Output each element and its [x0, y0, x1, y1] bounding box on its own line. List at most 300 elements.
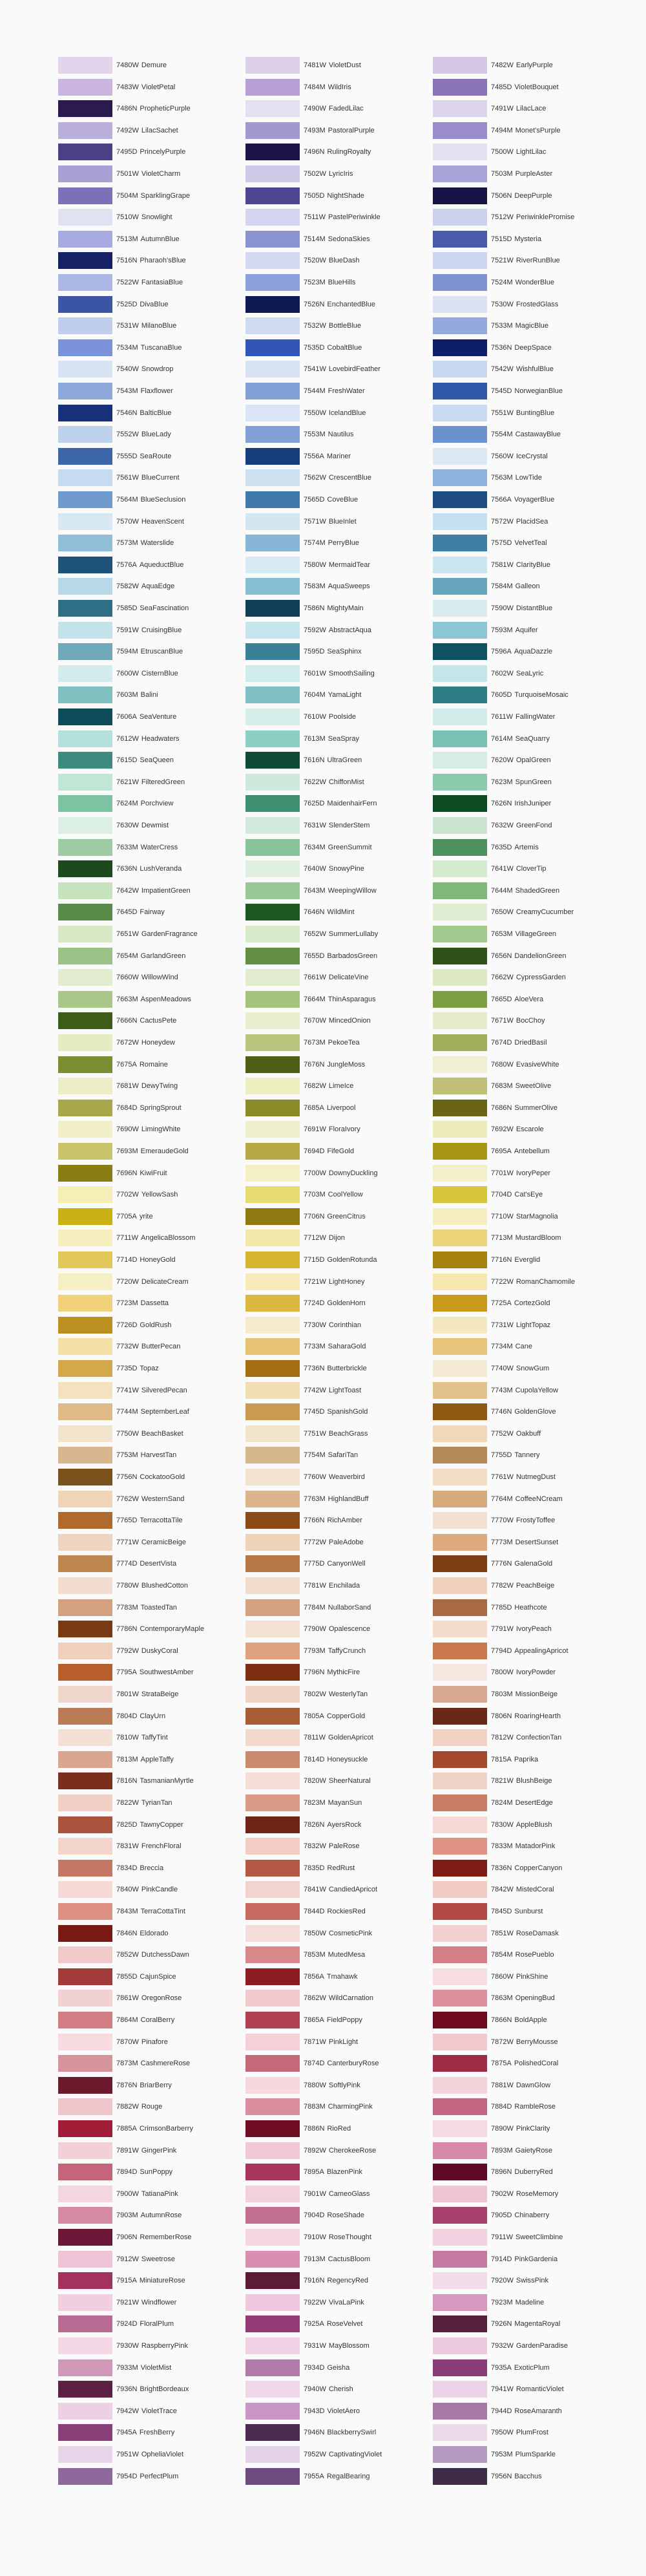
color-code: 7605D — [491, 691, 512, 699]
color-name: WesterlyTan — [328, 1690, 368, 1698]
color-code: 7686N — [491, 1103, 512, 1112]
swatch-label — [116, 1342, 180, 1351]
swatch-label — [304, 886, 377, 895]
color-code: 7596A — [491, 648, 512, 656]
swatch-label — [491, 799, 551, 808]
color-code: 7683M — [491, 1082, 513, 1091]
swatch-row — [433, 2229, 601, 2246]
color-swatch — [245, 1643, 300, 1659]
swatch-row — [245, 1534, 413, 1551]
swatch-label — [491, 1169, 550, 1178]
color-name: RoseAmaranth — [514, 2407, 562, 2415]
color-code: 7692W — [491, 1125, 514, 1134]
color-code: 7615D — [116, 756, 138, 765]
color-swatch — [58, 2077, 112, 2094]
color-code: 7734M — [491, 1343, 513, 1351]
color-name: Chinaberry — [514, 2211, 550, 2220]
color-name: ButterPecan — [141, 1343, 181, 1351]
color-name: MissionBeige — [515, 1690, 558, 1698]
swatch-label — [491, 669, 543, 678]
swatch-label — [304, 1103, 355, 1112]
swatch-row — [433, 2034, 601, 2050]
swatch-row — [433, 2077, 601, 2094]
color-swatch — [245, 1860, 300, 1877]
color-code: 7703M — [304, 1191, 326, 1199]
swatch-label — [304, 1125, 360, 1134]
swatch-row — [245, 795, 413, 812]
swatch-row — [58, 209, 226, 226]
swatch-label — [116, 1233, 195, 1242]
color-name: PastelPeriwinkle — [328, 213, 380, 222]
color-swatch — [58, 296, 112, 313]
color-name: WildMint — [327, 908, 355, 917]
swatch-row — [245, 1382, 413, 1399]
swatch-label — [116, 104, 191, 113]
color-code: 7515D — [491, 235, 512, 243]
color-name: DownyDuckling — [328, 1169, 378, 1177]
swatch-row — [433, 405, 601, 421]
swatch-row — [245, 1425, 413, 1442]
color-swatch — [433, 752, 487, 769]
color-swatch — [245, 1772, 300, 1789]
color-code: 7795A — [116, 1668, 137, 1677]
color-code: 7951W — [116, 2451, 139, 2458]
swatch-label — [304, 2276, 368, 2285]
swatch-label — [304, 147, 371, 156]
swatch-label — [491, 1776, 552, 1785]
color-swatch — [433, 361, 487, 378]
swatch-label — [304, 365, 380, 374]
color-swatch — [58, 2142, 112, 2159]
swatch-row — [433, 361, 601, 378]
color-name: FilteredGreen — [141, 778, 185, 786]
color-code: 7654M — [116, 952, 138, 960]
swatch-label — [116, 756, 174, 765]
color-name: VelvetTeal — [514, 539, 547, 548]
color-swatch — [433, 1708, 487, 1725]
color-name: PlacidSea — [516, 517, 548, 526]
color-swatch — [58, 1903, 112, 1920]
color-name: SunPoppy — [140, 2168, 173, 2177]
color-swatch — [433, 491, 487, 508]
color-name: CoveBlue — [327, 496, 359, 504]
color-code: 7656N — [491, 952, 512, 960]
swatch-label — [491, 2016, 547, 2025]
color-swatch — [58, 882, 112, 899]
color-name: BlushedCotton — [141, 1582, 189, 1590]
swatch-label — [304, 1733, 373, 1742]
color-code: 7663M — [116, 995, 138, 1003]
color-code: 7584M — [491, 582, 513, 591]
color-swatch — [58, 643, 112, 660]
color-code: 7525D — [116, 300, 138, 308]
color-swatch — [433, 2012, 487, 2028]
color-code: 7900W — [116, 2189, 139, 2198]
color-swatch — [245, 860, 300, 877]
swatch-label — [116, 1190, 178, 1199]
color-swatch — [245, 1208, 300, 1225]
swatch-label — [116, 778, 185, 787]
swatch-label — [491, 1386, 558, 1395]
color-swatch — [58, 1990, 112, 2007]
swatch-row — [58, 317, 226, 334]
color-code: 7903M — [116, 2211, 138, 2220]
color-code: 7696N — [116, 1169, 138, 1177]
color-swatch — [245, 2359, 300, 2376]
swatch-label — [116, 256, 186, 265]
color-name: Rouge — [141, 2103, 163, 2111]
color-code: 7786N — [116, 1625, 138, 1634]
color-code: 7840W — [116, 1886, 139, 1894]
color-code: 7872W — [491, 2038, 514, 2046]
swatch-row — [433, 1555, 601, 1572]
swatch-row — [58, 948, 226, 964]
color-name: NorwegianBlue — [514, 387, 563, 395]
color-swatch — [245, 600, 300, 617]
swatch-label — [491, 1755, 538, 1764]
swatch-label — [491, 843, 539, 852]
color-name: PolishedCoral — [514, 2060, 559, 2068]
swatch-row — [245, 144, 413, 160]
color-code: 7534M — [116, 343, 138, 352]
swatch-row — [433, 1621, 601, 1637]
swatch-label — [116, 191, 190, 200]
swatch-row — [58, 2315, 226, 2332]
swatch-label — [491, 1103, 557, 1112]
swatch-row — [58, 448, 226, 465]
color-name: DesertEdge — [515, 1799, 553, 1807]
swatch-row — [245, 2251, 413, 2268]
swatch-row — [245, 1273, 413, 1290]
color-code: 7882W — [116, 2103, 139, 2111]
swatch-label — [304, 669, 375, 678]
swatch-row — [58, 426, 226, 443]
color-name: Geisha — [327, 2363, 350, 2372]
swatch-row — [245, 665, 413, 682]
swatch-row — [433, 100, 601, 117]
color-code: 7592W — [304, 626, 326, 634]
color-code: 7860W — [491, 1972, 514, 1981]
color-code: 7826N — [304, 1820, 325, 1829]
swatch-row — [245, 317, 413, 334]
color-name: BuntingBlue — [516, 409, 555, 417]
swatch-label — [491, 2472, 542, 2481]
color-code: 7570W — [116, 517, 139, 526]
color-code: 7481W — [304, 61, 326, 69]
swatch-row — [58, 2403, 226, 2420]
color-code: 7835D — [304, 1864, 325, 1872]
swatch-row — [245, 1512, 413, 1529]
color-code: 7590W — [491, 604, 514, 612]
swatch-label — [116, 2016, 174, 2025]
swatch-label — [116, 2363, 171, 2372]
color-swatch — [58, 1447, 112, 1464]
swatch-label — [304, 409, 366, 418]
color-code: 7622W — [304, 778, 326, 786]
color-code: 7564M — [116, 496, 138, 504]
color-swatch — [433, 2446, 487, 2463]
color-swatch — [245, 1555, 300, 1572]
color-name: JungleMoss — [327, 1060, 366, 1069]
color-swatch — [58, 57, 112, 74]
swatch-label — [304, 1473, 365, 1482]
swatch-row — [433, 491, 601, 508]
swatch-label — [116, 669, 178, 678]
color-code: 7821W — [491, 1777, 514, 1785]
color-name: DesertVista — [140, 1560, 177, 1568]
color-code: 7866N — [491, 2016, 512, 2024]
color-swatch — [58, 1186, 112, 1203]
swatch-row — [433, 1251, 601, 1268]
swatch-label — [491, 83, 559, 92]
color-code: 7641W — [491, 865, 514, 873]
color-swatch — [433, 1903, 487, 1920]
color-code: 7682W — [304, 1082, 326, 1091]
swatch-label — [116, 2038, 168, 2047]
swatch-row — [58, 252, 226, 269]
color-name: Weaverbird — [328, 1473, 365, 1481]
color-swatch — [433, 296, 487, 313]
swatch-label — [491, 1907, 543, 1916]
color-swatch — [245, 1686, 300, 1703]
color-swatch — [433, 2120, 487, 2137]
color-code: 7921W — [116, 2298, 139, 2306]
color-swatch — [433, 165, 487, 182]
color-code: 7940W — [304, 2385, 326, 2394]
color-code: 7543M — [116, 387, 138, 395]
swatch-row — [433, 708, 601, 725]
swatch-label — [491, 2102, 556, 2111]
color-name: TerraCottaTint — [140, 1908, 185, 1915]
swatch-row — [433, 1382, 601, 1399]
color-code: 7756N — [116, 1473, 138, 1481]
color-code: 7794D — [491, 1646, 512, 1655]
swatch-row — [433, 1403, 601, 1420]
color-code: 7540W — [116, 365, 139, 374]
color-swatch — [245, 687, 300, 703]
swatch-row — [245, 100, 413, 117]
color-name: OpeningBud — [515, 1994, 555, 2003]
color-swatch — [58, 361, 112, 378]
swatch-row — [245, 2272, 413, 2289]
swatch-row — [58, 2098, 226, 2115]
color-name: MilanoBlue — [141, 322, 177, 330]
color-code: 7906N — [116, 2233, 138, 2241]
swatch-row — [433, 1643, 601, 1659]
swatch-row — [58, 79, 226, 96]
color-name: Liverpool — [326, 1103, 356, 1112]
color-swatch — [58, 1251, 112, 1268]
swatch-label — [304, 1495, 368, 1504]
swatch-row — [245, 2207, 413, 2224]
swatch-label — [491, 1559, 552, 1568]
swatch-label — [304, 930, 378, 939]
swatch-label — [116, 1038, 175, 1047]
color-code: 7603M — [116, 691, 138, 699]
swatch-row — [58, 187, 226, 204]
color-code: 7710W — [491, 1212, 514, 1220]
color-swatch — [245, 1794, 300, 1811]
swatch-row — [245, 600, 413, 617]
color-name: GoldenRotunda — [327, 1256, 377, 1264]
color-code: 7495D — [116, 148, 138, 156]
color-swatch — [245, 469, 300, 486]
swatch-row — [245, 774, 413, 791]
swatch-label — [304, 2189, 370, 2198]
color-code: 7662W — [491, 974, 514, 982]
color-code: 7753M — [116, 1451, 138, 1460]
color-code: 7580W — [304, 560, 326, 569]
swatch-label — [304, 1516, 362, 1525]
color-name: GoldenHorn — [327, 1299, 366, 1308]
swatch-row — [433, 622, 601, 639]
swatch-row — [58, 1143, 226, 1160]
color-name: TuscanaBlue — [140, 343, 182, 352]
color-name: MutedMesa — [328, 1951, 366, 1959]
swatch-label — [491, 278, 554, 287]
color-code: 7731W — [491, 1321, 514, 1329]
color-code: 7711W — [116, 1234, 139, 1242]
swatch-row — [245, 2403, 413, 2420]
color-swatch — [245, 79, 300, 96]
color-name: Cat'sEye — [514, 1191, 543, 1199]
color-name: Nautilus — [328, 431, 354, 439]
color-code: 7825D — [116, 1820, 138, 1829]
swatch-row — [433, 2381, 601, 2398]
swatch-label — [116, 1060, 168, 1069]
color-name: WonderBlue — [515, 279, 554, 286]
color-code: 7510W — [116, 213, 139, 222]
color-swatch — [245, 122, 300, 139]
swatch-row — [433, 1447, 601, 1464]
color-code: 7845D — [491, 1908, 512, 1915]
color-code: 7571W — [304, 517, 326, 526]
color-swatch — [58, 969, 112, 986]
color-swatch — [245, 882, 300, 899]
color-name: UltraGreen — [327, 756, 362, 765]
swatch-row — [58, 1186, 226, 1203]
color-code: 7820W — [304, 1777, 326, 1785]
swatch-label — [116, 1929, 168, 1938]
color-name: RegalBearing — [326, 2472, 370, 2480]
swatch-label — [304, 1755, 368, 1764]
swatch-row — [58, 687, 226, 703]
color-swatch — [245, 2120, 300, 2137]
color-swatch — [433, 187, 487, 204]
color-name: BrightBordeaux — [140, 2385, 189, 2394]
color-code: 7595D — [304, 648, 325, 656]
swatch-label — [116, 626, 182, 635]
color-name: IvoryPeper — [516, 1169, 551, 1177]
color-code: 7905D — [491, 2211, 512, 2220]
swatch-label — [491, 1495, 563, 1504]
color-code: 7816N — [116, 1777, 138, 1785]
swatch-row — [245, 383, 413, 399]
color-swatch — [245, 274, 300, 291]
color-swatch — [58, 1555, 112, 1572]
color-swatch — [245, 752, 300, 769]
color-swatch — [433, 1186, 487, 1203]
swatch-row — [58, 1577, 226, 1594]
swatch-label — [491, 778, 552, 787]
color-name: Heathcote — [514, 1603, 547, 1612]
swatch-label — [491, 1190, 543, 1199]
color-code: 7646N — [304, 908, 325, 917]
swatch-label — [116, 1212, 153, 1221]
swatch-row — [245, 57, 413, 74]
swatch-label — [304, 1016, 371, 1025]
color-code: 7673M — [304, 1039, 326, 1047]
color-swatch — [245, 578, 300, 595]
color-swatch — [245, 187, 300, 204]
swatch-label — [491, 430, 561, 439]
swatch-label — [304, 1364, 367, 1373]
color-code: 7863M — [491, 1994, 513, 2003]
color-code: 7492W — [116, 126, 139, 134]
color-swatch — [433, 100, 487, 117]
swatch-row — [58, 1078, 226, 1094]
swatch-label — [116, 1733, 168, 1742]
swatch-label — [304, 300, 375, 309]
swatch-row — [58, 1816, 226, 1833]
color-swatch — [245, 1295, 300, 1312]
color-code: 7764M — [491, 1495, 513, 1503]
swatch-row — [433, 1772, 601, 1789]
color-name: MincedOnion — [328, 1017, 371, 1025]
swatch-label — [491, 1255, 540, 1264]
color-name: SoftlyPink — [328, 2081, 360, 2089]
color-name: LightHoney — [328, 1277, 365, 1286]
swatch-label — [116, 1473, 185, 1482]
color-swatch — [433, 1686, 487, 1703]
color-code: 7556A — [304, 452, 324, 460]
color-name: AutumnBlue — [140, 235, 180, 243]
color-name: BoldApple — [514, 2016, 547, 2024]
color-swatch — [433, 774, 487, 791]
swatch-row — [245, 1881, 413, 1898]
color-swatch — [245, 165, 300, 182]
color-swatch — [58, 687, 112, 703]
swatch-label — [304, 2059, 379, 2068]
color-name: SpunGreen — [515, 778, 552, 786]
color-swatch — [433, 1925, 487, 1942]
color-code: 7643M — [304, 886, 326, 895]
swatch-row — [433, 600, 601, 617]
swatch-label — [304, 1646, 366, 1655]
swatch-label — [116, 365, 173, 374]
color-swatch — [245, 2229, 300, 2246]
color-swatch — [433, 1251, 487, 1268]
swatch-row — [58, 557, 226, 573]
color-code: 7875A — [491, 2060, 512, 2068]
swatch-row — [245, 1794, 413, 1811]
color-name: MaidenhairFern — [327, 800, 377, 808]
swatch-label — [491, 1864, 562, 1873]
swatch-label — [304, 1212, 366, 1221]
color-name: Breccia — [140, 1864, 164, 1872]
swatch-label — [491, 147, 546, 156]
color-name: MayanSun — [328, 1799, 362, 1807]
swatch-row — [245, 1338, 413, 1355]
swatch-row — [433, 2207, 601, 2224]
color-name: SeaSphinx — [327, 648, 362, 656]
color-swatch — [58, 557, 112, 573]
color-name: GardenParadise — [516, 2342, 568, 2350]
color-code: 7666N — [116, 1017, 138, 1025]
swatch-label — [491, 1147, 550, 1156]
swatch-row — [433, 2337, 601, 2354]
swatch-row — [433, 2294, 601, 2311]
